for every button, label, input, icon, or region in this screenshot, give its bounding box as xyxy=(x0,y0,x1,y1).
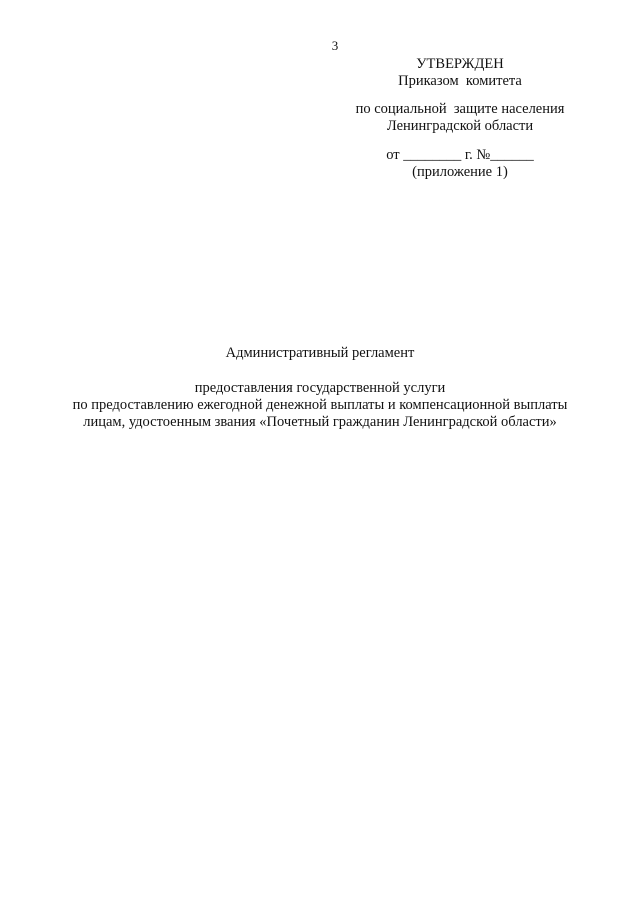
regulation-title: Административный регламент xyxy=(225,345,415,361)
page-number: 3 xyxy=(331,38,339,53)
regulation-desc-line1: предоставления государственной услуги xyxy=(194,380,446,396)
approved-label: УТВЕРЖДЕН xyxy=(416,56,504,72)
regulation-desc-line2: по предоставлению ежегодной денежной выплаты и компенсационной выплаты xyxy=(72,397,568,413)
approval-committee xyxy=(300,101,620,135)
appendix-label: (приложение 1) xyxy=(412,164,508,180)
order-date-number: от ________ г. №______ xyxy=(386,147,534,163)
committee-name-line1: по социальной защите населения xyxy=(355,101,565,117)
approval-date-number xyxy=(300,147,620,181)
approved-by-order: Приказом комитета xyxy=(398,73,522,89)
regulation-description xyxy=(0,380,640,431)
approval-stamp-header xyxy=(300,56,620,90)
regulation-desc-line3: лицам, удостоенным звания «Почетный гражданин Ленинградской области» xyxy=(83,414,557,430)
committee-name-line2: Ленинградской области xyxy=(386,118,534,134)
